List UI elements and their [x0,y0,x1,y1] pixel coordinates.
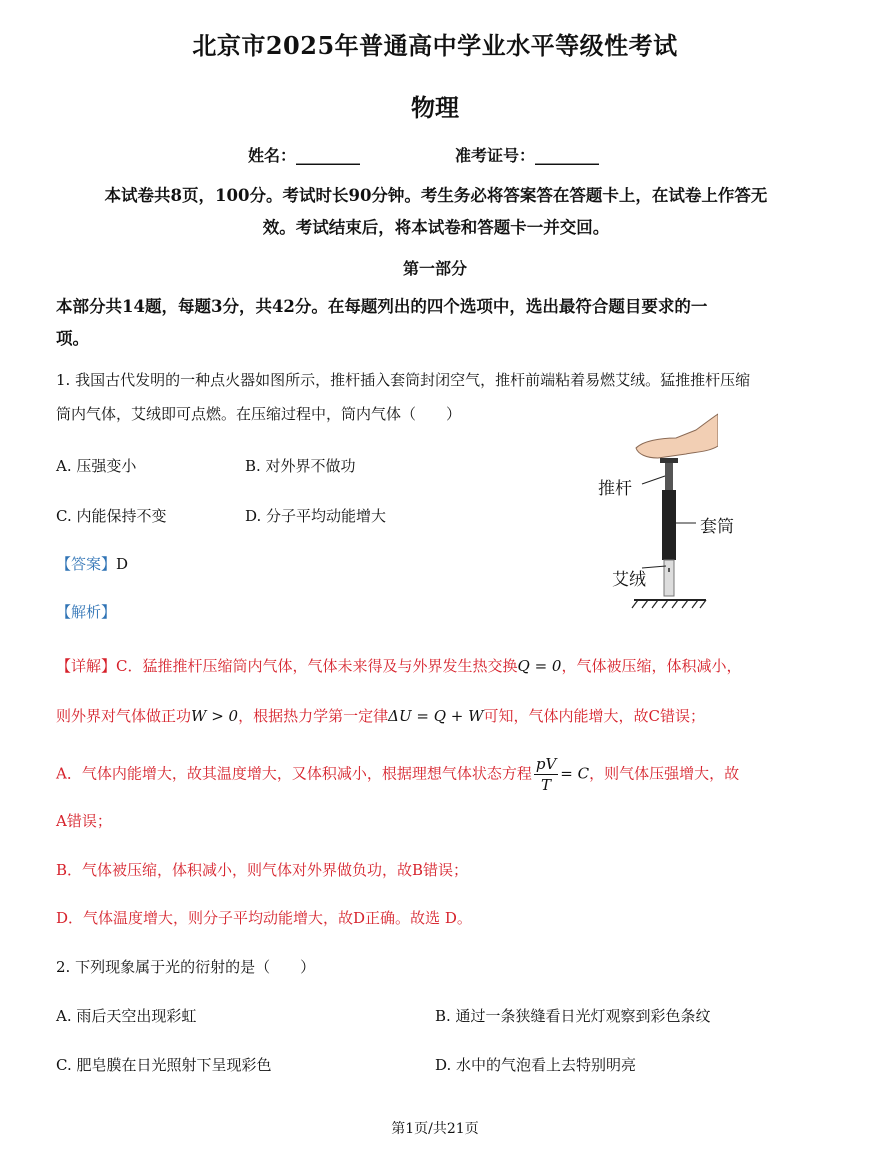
exam-id-field: 准考证号：________ [455,146,600,165]
detail-c2-mid: ，根据热力学第一定律 [238,707,389,725]
detail-c2-end: 可知，气体内能增大，故C错误； [483,707,705,725]
q1-option-b: B. 对外界不做功 [245,457,356,475]
part-desc-line-1: 本部分共14题，每题3分，共42分。在每题列出的四个选项中，选出最符合题目要求的一 [56,297,708,316]
fraction-denominator: T [541,776,552,794]
notice-line-2: 效。考试结束后，将本试卷和答题卡一并交回。 [262,218,610,237]
detail-c1-end: ，气体被压缩，体积减小， [561,657,742,675]
fraction-rhs: = C [560,764,590,783]
q1-option-c: C. 内能保持不变 [56,507,167,525]
q1-answer [56,553,128,574]
q1-option-a: A. 压强变小 [56,457,137,475]
tube-shape [662,490,676,560]
part-desc-line-2: 项。 [56,329,89,348]
exam-title: 北京市2025年普通高中学业水平等级性考试 [192,31,678,60]
name-field: 姓名：________ [248,146,361,165]
detail-c2-math: W > 0 [191,707,239,725]
detail-a1-end: ，则气体压强增大，故 [589,764,740,783]
q2-stem: 2. 下列现象属于光的衍射的是（ ） [56,958,316,976]
q2-option-b: B. 通过一条狭缝看日光灯观察到彩色条纹 [435,1007,711,1025]
answer-value: D [116,555,129,573]
notice-line-1: 本试卷共8页，100分。考试时长90分钟。考生务必将答案答在答题卡上，在试卷上作答无 [104,186,768,205]
q1-stem-line-2: 筒内气体，艾绒即可点燃。在压缩过程中，筒内气体（ ） [56,405,462,423]
detail-a1-text: A．气体内能增大，故其温度增大，又体积减小，根据理想气体状态方程 [56,764,532,783]
part-description [56,291,816,355]
page-number: 第1页/共21页 [391,1121,479,1137]
detail-a-line-1 [56,754,739,795]
q2-option-a: A. 雨后天空出现彩虹 [56,1007,197,1025]
rod-cap [660,458,678,463]
detail-d-line: D．气体温度增大，则分子平均动能增大，故D正确。故选 D。 [56,909,472,927]
detail-c-line-1 [56,655,741,676]
fire-piston-figure [598,408,734,620]
detail-a-line-2: A错误； [56,812,112,830]
rod-leader [642,476,665,484]
exam-notice [56,180,816,244]
answer-tag: 【答案】 [56,555,117,573]
tinder-chamber [664,560,674,596]
label-tube: 套筒 [700,517,734,537]
q1-stem-line-1: 1. 我国古代发明的一种点火器如图所示，推杆插入套筒封闭空气，推杆前端粘着易燃艾绒。猛推推杆压缩 [56,371,751,389]
detail-b-line: B．气体被压缩，体积减小，则气体对外界做负功，故B错误； [56,861,469,879]
subject-title: 物理 [411,93,459,122]
q2-option-d: D. 水中的气泡看上去特别明亮 [435,1056,637,1074]
q1-option-d: D. 分子平均动能增大 [245,507,387,525]
detail-c2-math2: ΔU = Q + W [388,707,484,725]
analysis-tag: 【解析】 [56,603,117,621]
detail-tag: 【详解】 [56,657,117,675]
q2-option-c: C. 肥皂膜在日光照射下呈现彩色 [56,1056,272,1074]
detail-c2-text: 则外界对气体做正功 [56,707,192,725]
label-tinder: 艾绒 [612,570,646,590]
detail-c1-math: Q = 0 [517,657,562,675]
detail-c1-text: C．猛推推杆压缩筒内气体，气体未来得及与外界发生热交换 [116,657,518,675]
detail-c-line-2 [56,705,705,726]
gas-law-fraction [534,754,558,795]
label-rod: 推杆 [598,479,632,499]
hand-shape [636,414,718,458]
ground-hatching [632,600,706,608]
fraction-numerator: pV [535,755,557,773]
part-title: 第一部分 [402,259,467,278]
